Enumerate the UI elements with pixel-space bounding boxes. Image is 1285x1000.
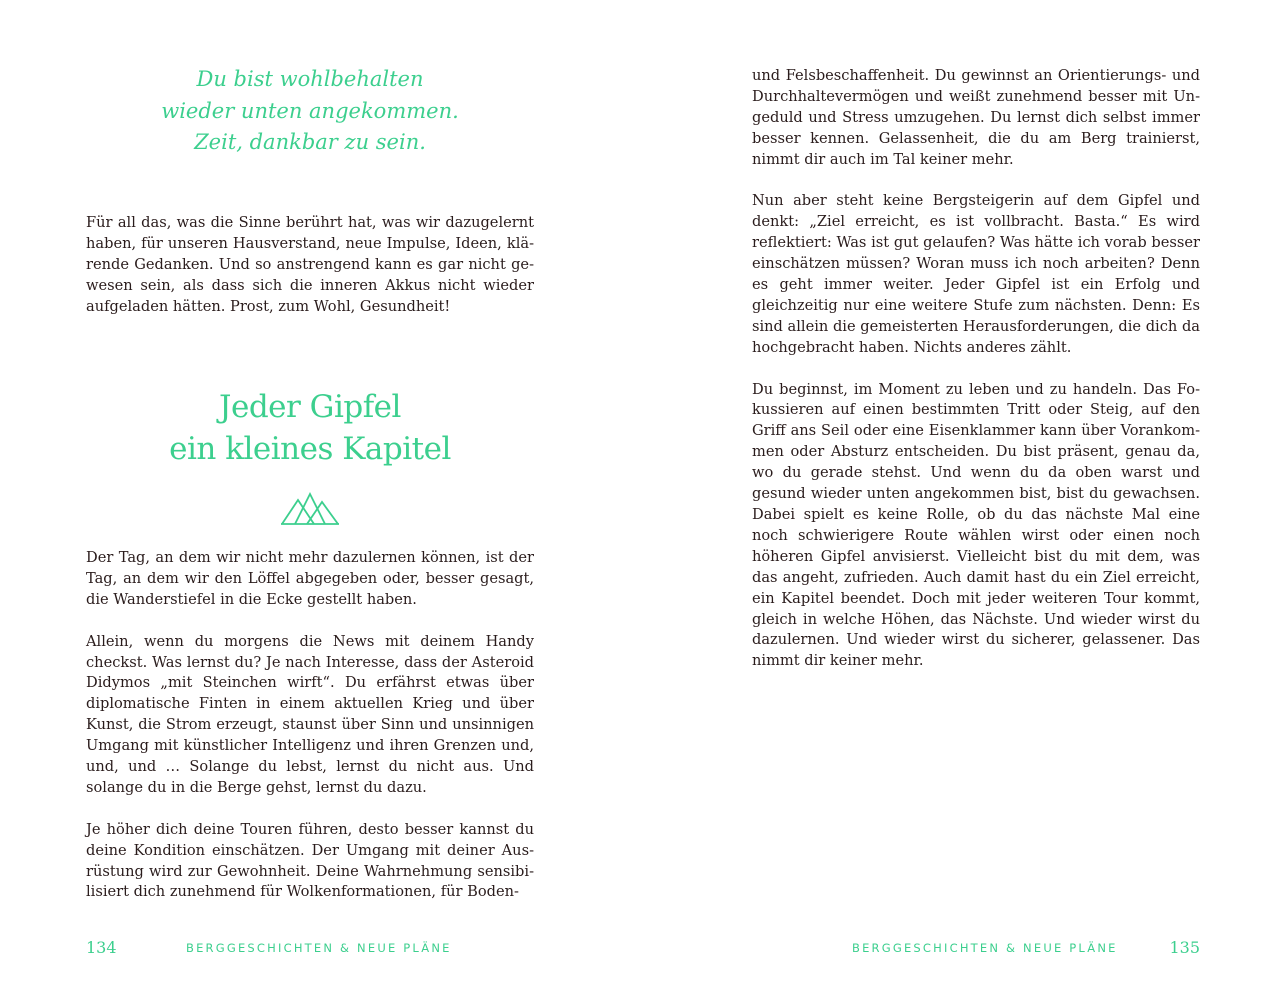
chapter-heading (86, 386, 534, 470)
right-text-block (752, 66, 1200, 672)
paragraph: Der Tag, an dem wir nicht mehr dazulernen können, ist der Tag, an dem wir den Löffel abgegeben oder, besser gesagt, die Wanderstiefel in die Ecke gestellt haben. (86, 549, 534, 608)
paragraph: Für all das, was die Sinne berührt hat, was wir dazugelernt haben, für unseren Hausverstand, neue Impulse, Ideen, klärende Gedanken. Und so anstrengend kann es gar nicht gewesen sein, als dass sich die inneren Akkus nicht wieder aufgeladen hätten. Prost, zum Wohl, Gesundheit! (86, 214, 534, 315)
right-page (642, 0, 1285, 1000)
paragraph: Je höher dich deine Touren führen, desto besser kannst du deine Kondition einschätzen. Der Umgang mit deiner Ausrüstung wird zur Gewohnheit. Deine Wahrnehmung sensibilisiert dich zunehmend für Wolkenformationen, für Boden- (86, 820, 534, 901)
paragraph: Du beginnst, im Moment zu leben und zu handeln. Das Fokussieren auf einen bestimmten Tritt oder Steig, auf den Griff ans Seil oder eine Eisenklammer kann über Vorankommen oder Absturz entscheiden. Du bist präsent, genau da, wo du gerade stehst. Und wenn du da oben warst und gesund wieder unten angekommen bist, bist du gewachsen. Dabei spielt es keine Rolle, ob du das nächste Mal eine noch schwierigere Route wählen wirst oder einen noch höheren Gipfel anvisierst. Vielleicht bist du mit dem, was das angeht, zufrieden. Auch damit hast du ein Ziel erreicht, ein Kapitel beendet. Doch mit jeder weiteren Tour kommt, gleich in welche Höhen, das Nächste. Und wieder wirst du dazulernen. Und wieder wirst du sicherer, gelassener. Das nimmt dir keiner mehr. (752, 380, 1200, 670)
left-page (0, 0, 642, 1000)
running-head: BERGGESCHICHTEN & NEUE PLÄNE (186, 941, 452, 955)
paragraph: Allein, wenn du morgens die News mit deinem Handy checkst. Was lernst du? Je nach Interesse, dass der Asteroid Didymos „mit Steinchen wirft“. Du erfährst etwas über diplomatische Finten in einem aktuellen Krieg und über Kunst, die Strom erzeugt, staunst über Sinn und unsinnigen Umgang mit künstlicher Intelligenz und ihren Grenzen und, und, und … Solange du lebst, lernst du nicht aus. Und solange du in die Berge gehst, lernst du dazu. (86, 632, 534, 796)
left-text-block-1 (86, 213, 534, 318)
page-number: 135 (1169, 938, 1200, 957)
mountains-icon (281, 490, 339, 526)
running-head: BERGGESCHICHTEN & NEUE PLÄNE (852, 941, 1118, 955)
page-number: 134 (86, 938, 117, 957)
heading-line: ein kleines Kapitel (169, 431, 451, 467)
quote-line: Zeit, dankbar zu sein. (194, 130, 426, 154)
pull-quote (86, 64, 534, 159)
quote-line: Du bist wohlbehalten (196, 67, 424, 91)
heading-line: Jeder Gipfel (219, 389, 401, 425)
quote-line: wieder unten angekommen. (161, 98, 459, 123)
paragraph: und Felsbeschaffenheit. Du gewinnst an Orientierungs- und Durchhaltevermögen und weißt zunehmend besser mit Ungeduld und Stress umzugehen. Du lernst dich selbst immer besser kennen. Gelassenheit, die du am Berg trainierst, nimmt dir auch im Tal keiner mehr. (752, 67, 1200, 168)
left-text-block-2 (86, 548, 534, 903)
paragraph: Nun aber steht keine Bergsteigerin auf dem Gipfel und denkt: „Ziel erreicht, es ist vollbracht. Basta.“ Es wird reflektiert: Was ist gut gelaufen? Was hätte ich vorab besser einschätzen müssen? Woran muss ich noch arbeiten? Denn es geht immer weiter. Jeder Gipfel ist ein Erfolg und gleichzeitig nur eine weitere Stufe zum nächsten. Denn: Es sind allein die gemeisterten Herausforderungen, die dich da hochgebracht haben. Nichts anderes zählt. (752, 192, 1200, 356)
